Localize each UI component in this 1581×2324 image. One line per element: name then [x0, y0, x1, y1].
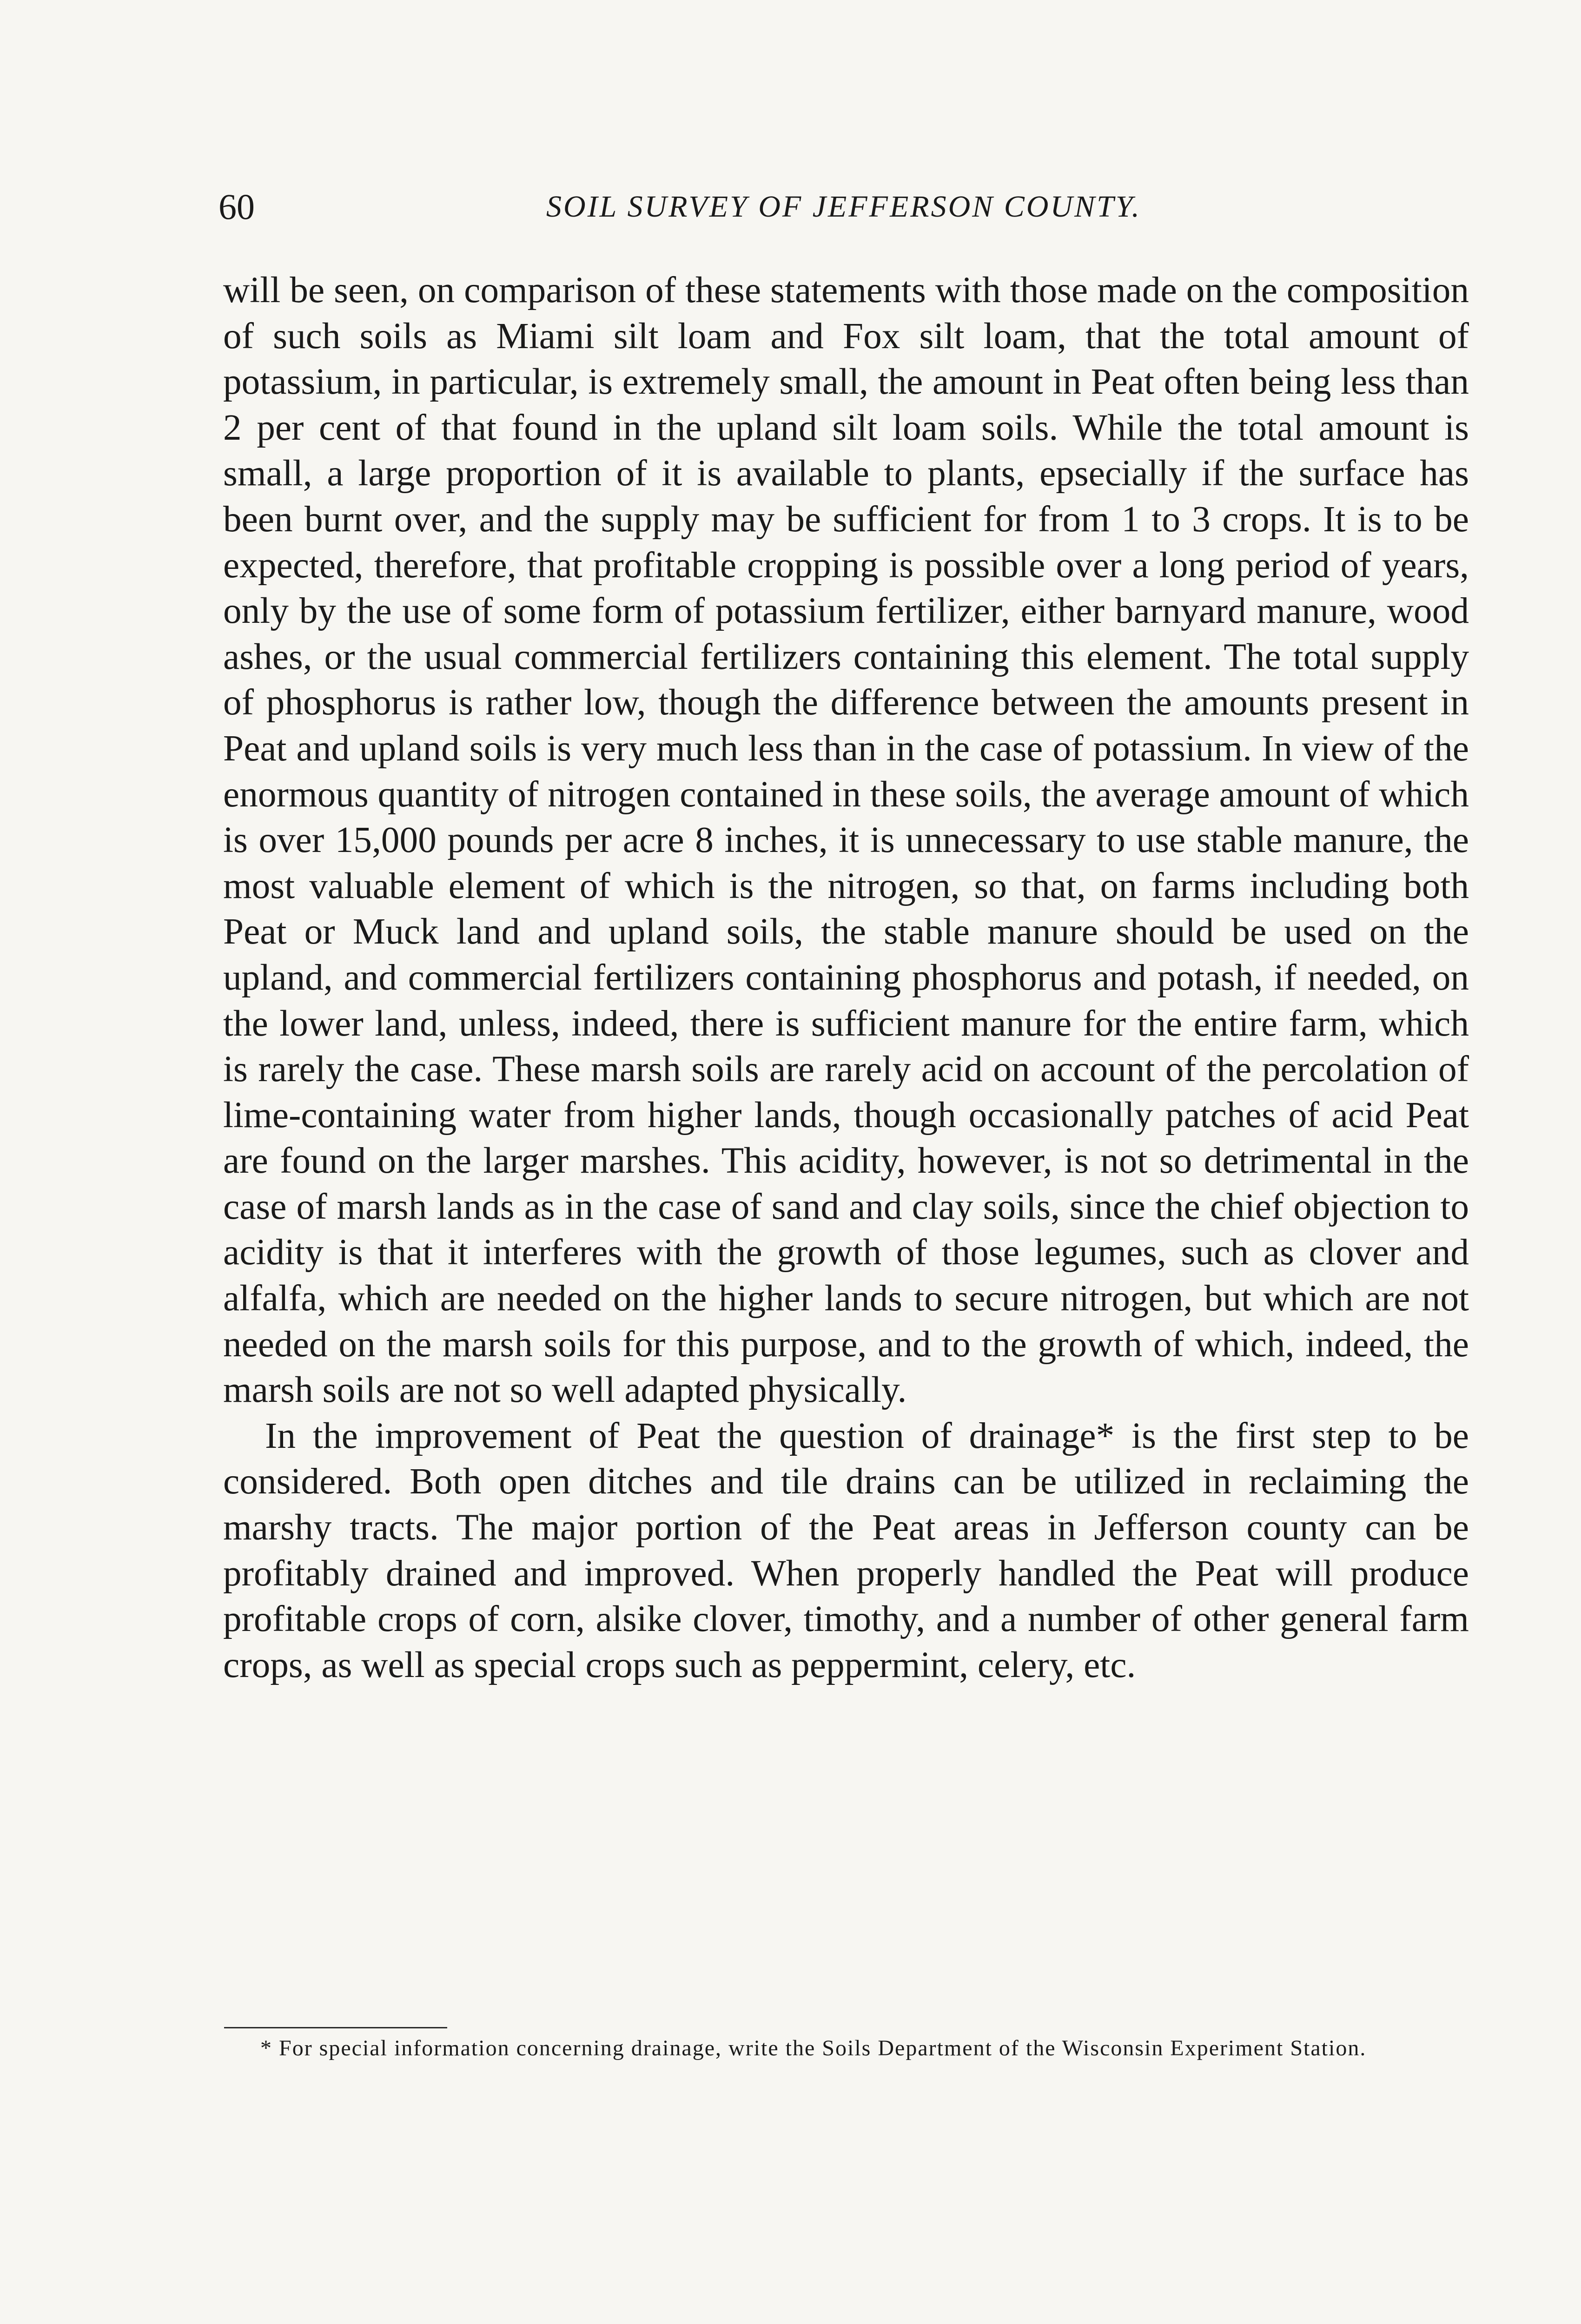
running-title: SOIL SURVEY OF JEFFERSON COUNTY. — [546, 190, 1142, 224]
page-number: 60 — [218, 186, 255, 227]
paragraph: will be seen, on comparison of these statements with those made on the composition of such soils as Miami silt loam and Fox silt loam, that the total amount of potassium, in particular, is extremely small, the amount in Peat often being less than 2 per cent of that found in the upland silt loam soils. While the total amount is small, a large proportion of it is available to plants, epsecially if the surface has been burnt over, and the supply may be sufficient for from 1 to 3 crops. It is to be expected, therefore, that profitable cropping is possible over a long period of years, only by the use of some form of potassium fertilizer, either barnyard manure, wood ashes, or the usual commercial fertilizers containing this element. The total supply of phosphorus is rather low, though the difference between the amounts present in Peat and upland soils is very much less than in the case of potassium. In view of the enormous quantity of nitrogen contained in these soils, the average amount of which is over 15,000 pounds per acre 8 inches, it is unnecessary to use stable manure, the most valuable element of which is the nitrogen, so that, on farms including both Peat or Muck land and upland soils, the stable manure should be used on the upland, and commercial fertilizers containing phosphorus and potash, if needed, on the lower land, unless, indeed, there is sufficient manure for the entire farm, which is rarely the case. These marsh soils are rarely acid on account of the percolation of lime-containing water from higher lands, though occasionally patches of acid Peat are found on the larger marshes. This acidity, however, is not so detrimental in the case of marsh lands as in the case of sand and clay soils, since the chief objection to acidity is that it interferes with the growth of those legumes, such as clover and alfalfa, which are needed on the higher lands to secure nitrogen, but which are not needed on the marsh soils for this purpose, and to the growth of which, indeed, the marsh soils are not so well adapted physically. — [223, 270, 1469, 1411]
paragraph: In the improvement of Peat the question of drainage* is the first step to be considered. Both open ditches and tile drains can be utilized in reclaiming the marshy tracts. The major portion of the Peat areas in Jefferson county can be profitably drained and improved. When properly handled the Peat will produce profitable crops of corn, alsike clover, timothy, and a number of other general farm crops, as well as special crops such as peppermint, celery, etc. — [223, 1415, 1469, 1685]
footnote-divider — [224, 2027, 447, 2028]
running-head — [218, 184, 1469, 235]
footnote-text: * For special information concerning drainage, write the Soils Department of the Wisconsin Experiment Station. — [260, 2036, 1367, 2060]
footnote — [223, 2035, 1469, 2062]
body-text — [223, 267, 1469, 1688]
